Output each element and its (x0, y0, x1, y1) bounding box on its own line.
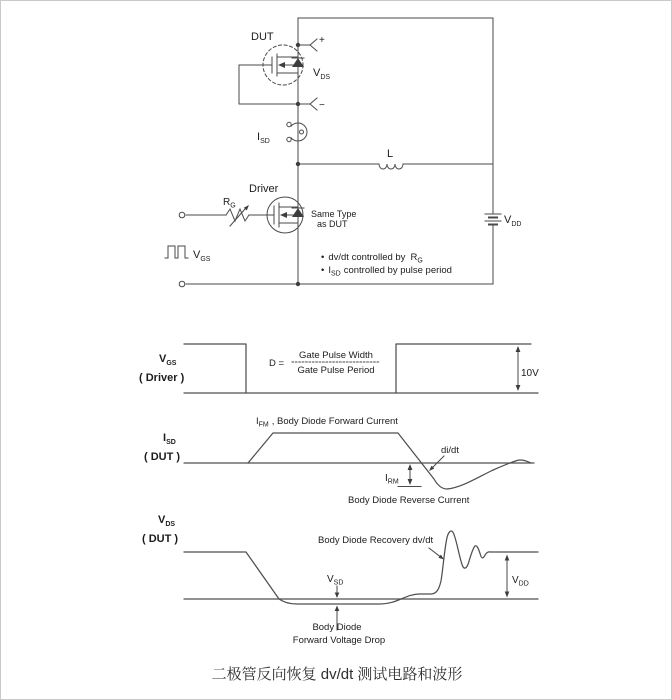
dut-label: DUT (251, 31, 274, 43)
vgs-axis-sublabel: ( Driver ) (139, 372, 185, 384)
duty-cycle-lhs: D = (269, 358, 285, 369)
recovery-dvdt-label: Body Diode Recovery dv/dt (318, 535, 434, 546)
amplitude-arrowhead-up (516, 346, 521, 352)
vdd-label: $V_{DD}$ (504, 214, 522, 228)
same-type-line2: as DUT (317, 219, 348, 229)
diode-recovery-figure (1, 1, 672, 700)
vgs-axis-label: $V_{GS}$ (159, 353, 177, 367)
recovery-arrow-shaft (429, 548, 440, 557)
vsd-label: $V_{SD}$ (327, 574, 344, 587)
vgs-waveform-panel (139, 344, 539, 393)
vdd-annotation-label: $V_{DD}$ (512, 575, 529, 588)
irm-label: $I_{RM}$ (385, 473, 399, 486)
forward-drop-line2: Forward Voltage Drop (292, 635, 386, 646)
isd-axis-sublabel: ( DUT ) (144, 451, 181, 463)
gate-input-terminal (179, 212, 185, 218)
vds-axis-sublabel: ( DUT ) (142, 533, 179, 545)
circuit-wires (165, 18, 501, 284)
bullet-isd-pulse: • $I_{SD}$ controlled by pulse period (321, 265, 452, 278)
didt-arrow-shaft (432, 456, 444, 468)
driver-label: Driver (249, 183, 279, 195)
inductor-label: L (387, 148, 394, 160)
vsd-down-arrowhead (335, 593, 340, 599)
duty-numerator: Gate Pulse Width (299, 350, 373, 361)
vds-waveform-panel (142, 514, 538, 646)
amplitude-10v-label: 10V (521, 368, 539, 379)
vdd-arrowhead-down (505, 592, 510, 598)
return-terminal (179, 281, 185, 287)
vds-minus-sign: − (319, 100, 325, 111)
amplitude-arrowhead-down (516, 385, 521, 391)
driver-substrate-arrow (280, 212, 287, 218)
vds-probe-label: $V_{DS}$ (313, 67, 331, 81)
vds-axis-label: $V_{DS}$ (158, 514, 176, 528)
didt-label: di/dt (441, 445, 459, 456)
figure-caption: 二极管反向恢复 dv/dt 测试电路和波形 (211, 666, 463, 683)
isd-probe-ring-bottom (287, 137, 291, 141)
test-circuit (165, 18, 521, 287)
dut-substrate-arrow (278, 62, 285, 68)
isd-probe-latch (300, 130, 304, 134)
reverse-current-label: Body Diode Reverse Current (348, 495, 470, 506)
vgs-source-label: $V_{GS}$ (193, 249, 211, 263)
irm-arrowhead-down (408, 479, 413, 485)
vdd-arrowhead-up (505, 555, 510, 561)
isd-axis-label: $I_{SD}$ (163, 432, 176, 446)
vsd-up-arrowhead (335, 606, 340, 612)
isd-waveform-panel (144, 416, 534, 506)
bullet-dvdt: • dv/dt controlled by $R_G$ (321, 252, 423, 265)
vds-plus-sign: + (319, 35, 325, 46)
rg-label: $R_G$ (223, 197, 236, 210)
isd-probe-label: $I_{SD}$ (257, 131, 270, 145)
duty-denominator: Gate Pulse Period (297, 365, 375, 376)
ifm-forward-current-label: $I_{FM}$ , Body Diode Forward Current (256, 416, 398, 429)
isd-probe-ring-top (287, 122, 291, 126)
irm-arrowhead-up (408, 464, 413, 470)
rg-variable-arrow (230, 209, 245, 226)
same-type-line1: Same Type (311, 209, 357, 219)
forward-drop-line1: Body Diode (312, 622, 362, 633)
